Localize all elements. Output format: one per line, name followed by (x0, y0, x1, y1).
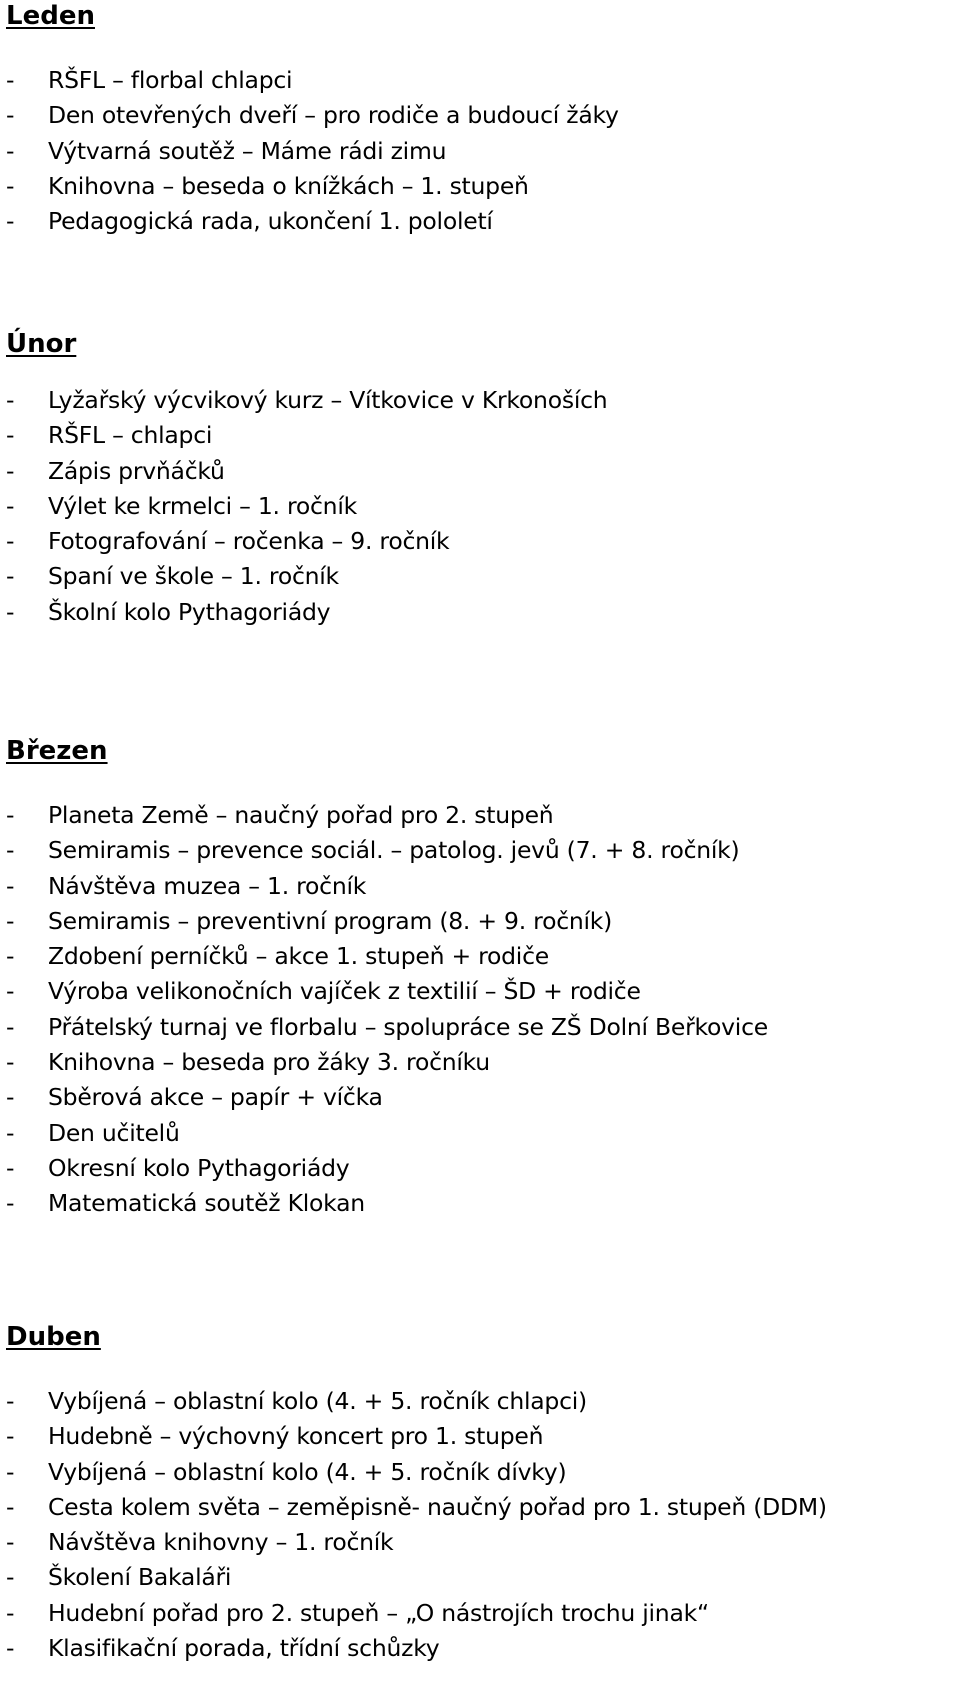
event-text: Výtvarná soutěž – Máme rádi zimu (48, 136, 447, 165)
bullet-dash: - (6, 871, 15, 900)
event-text: Přátelský turnaj ve florbalu – spolupráce se ZŠ Dolní Beřkovice (48, 1012, 768, 1041)
list-item (0, 63, 960, 98)
list-item (0, 798, 960, 833)
list-item (0, 1560, 960, 1595)
event-text: Lyžařský výcvikový kurz – Vítkovice v Krkonoších (48, 386, 608, 414)
event-text: Zápis prvňáčků (48, 456, 225, 485)
list-item (0, 1631, 960, 1666)
list-item (0, 974, 960, 1009)
bullet-dash: - (6, 1457, 15, 1486)
event-text: Vybíjená – oblastní kolo (4. + 5. ročník chlapci) (48, 1387, 587, 1415)
bullet-dash: - (6, 906, 15, 935)
bullet-dash: - (6, 207, 15, 236)
month-heading: Únor (6, 329, 77, 359)
event-text: Hudební pořad pro 2. stupeň – „O nástrojích trochu jinak“ (48, 1598, 709, 1627)
list-item (0, 1080, 960, 1115)
event-text: Semiramis – prevence sociál. – patolog. jevů (7. + 8. ročník) (48, 836, 740, 865)
event-text: Klasifikační porada, třídní schůzky (48, 1634, 440, 1663)
month-heading: Duben (6, 1322, 101, 1352)
event-text: Knihovna – beseda pro žáky 3. ročníku (48, 1048, 490, 1077)
bullet-dash: - (6, 1048, 15, 1077)
event-text: Okresní kolo Pythagoriády (48, 1153, 350, 1182)
event-text: Návštěva muzea – 1. ročník (48, 871, 367, 900)
list-item (0, 524, 960, 559)
bullet-dash: - (6, 836, 15, 865)
bullet-dash: - (6, 66, 15, 94)
bullet-dash: - (6, 421, 15, 450)
bullet-dash: - (6, 1387, 15, 1415)
event-text: Den učitelů (48, 1118, 180, 1147)
list-item (0, 1596, 960, 1631)
event-list (0, 798, 960, 1222)
event-text: RŠFL – florbal chlapci (48, 66, 293, 94)
bullet-dash: - (6, 1118, 15, 1147)
bullet-dash: - (6, 1012, 15, 1041)
list-item (0, 383, 960, 418)
list-item (0, 454, 960, 489)
bullet-dash: - (6, 1598, 15, 1627)
event-list (0, 383, 960, 630)
month-heading: Leden (6, 1, 95, 31)
bullet-dash: - (6, 136, 15, 165)
event-text: Školení Bakaláři (48, 1563, 232, 1592)
event-text: Semiramis – preventivní program (8. + 9. ročník) (48, 906, 613, 935)
bullet-dash: - (6, 1492, 15, 1521)
event-text: Pedagogická rada, ukončení 1. pololetí (48, 207, 493, 236)
list-item (0, 418, 960, 453)
list-item (0, 1455, 960, 1490)
list-item (0, 1151, 960, 1186)
event-text: Vybíjená – oblastní kolo (4. + 5. ročník dívky) (48, 1457, 567, 1486)
bullet-dash: - (6, 1083, 15, 1112)
event-text: Hudebně – výchovný koncert pro 1. stupeň (48, 1422, 544, 1451)
bullet-dash: - (6, 1422, 15, 1451)
bullet-dash: - (6, 562, 15, 591)
list-item (0, 1010, 960, 1045)
list-item (0, 833, 960, 868)
list-item (0, 939, 960, 974)
event-text: Spaní ve škole – 1. ročník (48, 562, 339, 591)
list-item (0, 489, 960, 524)
event-list (0, 63, 960, 239)
list-item (0, 559, 960, 594)
list-item (0, 869, 960, 904)
list-item (0, 1045, 960, 1080)
bullet-dash: - (6, 801, 15, 829)
event-text: Cesta kolem světa – zeměpisně- naučný pořad pro 1. stupeň (DDM) (48, 1492, 827, 1521)
bullet-dash: - (6, 527, 15, 556)
list-item (0, 134, 960, 169)
bullet-dash: - (6, 491, 15, 520)
event-text: Den otevřených dveří – pro rodiče a budoucí žáky (48, 101, 619, 130)
list-item (0, 904, 960, 939)
event-text: RŠFL – chlapci (48, 421, 213, 450)
event-text: Planeta Země – naučný pořad pro 2. stupeň (48, 801, 554, 829)
bullet-dash: - (6, 1189, 15, 1218)
event-text: Návštěva knihovny – 1. ročník (48, 1528, 394, 1557)
list-item (0, 204, 960, 239)
event-text: Zdobení perníčků – akce 1. stupeň + rodiče (48, 942, 549, 971)
event-text: Výlet ke krmelci – 1. ročník (48, 491, 357, 520)
bullet-dash: - (6, 597, 15, 626)
bullet-dash: - (6, 101, 15, 130)
event-text: Školní kolo Pythagoriády (48, 597, 331, 626)
list-item (0, 1419, 960, 1454)
bullet-dash: - (6, 1528, 15, 1557)
event-list (0, 1384, 960, 1666)
list-item (0, 1384, 960, 1419)
bullet-dash: - (6, 1634, 15, 1663)
month-heading: Březen (6, 736, 108, 766)
list-item (0, 1525, 960, 1560)
event-text: Matematická soutěž Klokan (48, 1189, 365, 1218)
bullet-dash: - (6, 977, 15, 1006)
event-text: Sběrová akce – papír + víčka (48, 1083, 383, 1112)
bullet-dash: - (6, 942, 15, 971)
bullet-dash: - (6, 1153, 15, 1182)
list-item (0, 1116, 960, 1151)
list-item (0, 1186, 960, 1221)
bullet-dash: - (6, 386, 15, 414)
bullet-dash: - (6, 456, 15, 485)
list-item (0, 595, 960, 630)
bullet-dash: - (6, 171, 15, 200)
list-item (0, 98, 960, 133)
list-item (0, 169, 960, 204)
event-text: Výroba velikonočních vajíček z textilií – ŠD + rodiče (48, 977, 641, 1006)
event-text: Knihovna – beseda o knížkách – 1. stupeň (48, 171, 529, 200)
list-item (0, 1490, 960, 1525)
bullet-dash: - (6, 1563, 15, 1592)
event-text: Fotografování – ročenka – 9. ročník (48, 527, 450, 556)
